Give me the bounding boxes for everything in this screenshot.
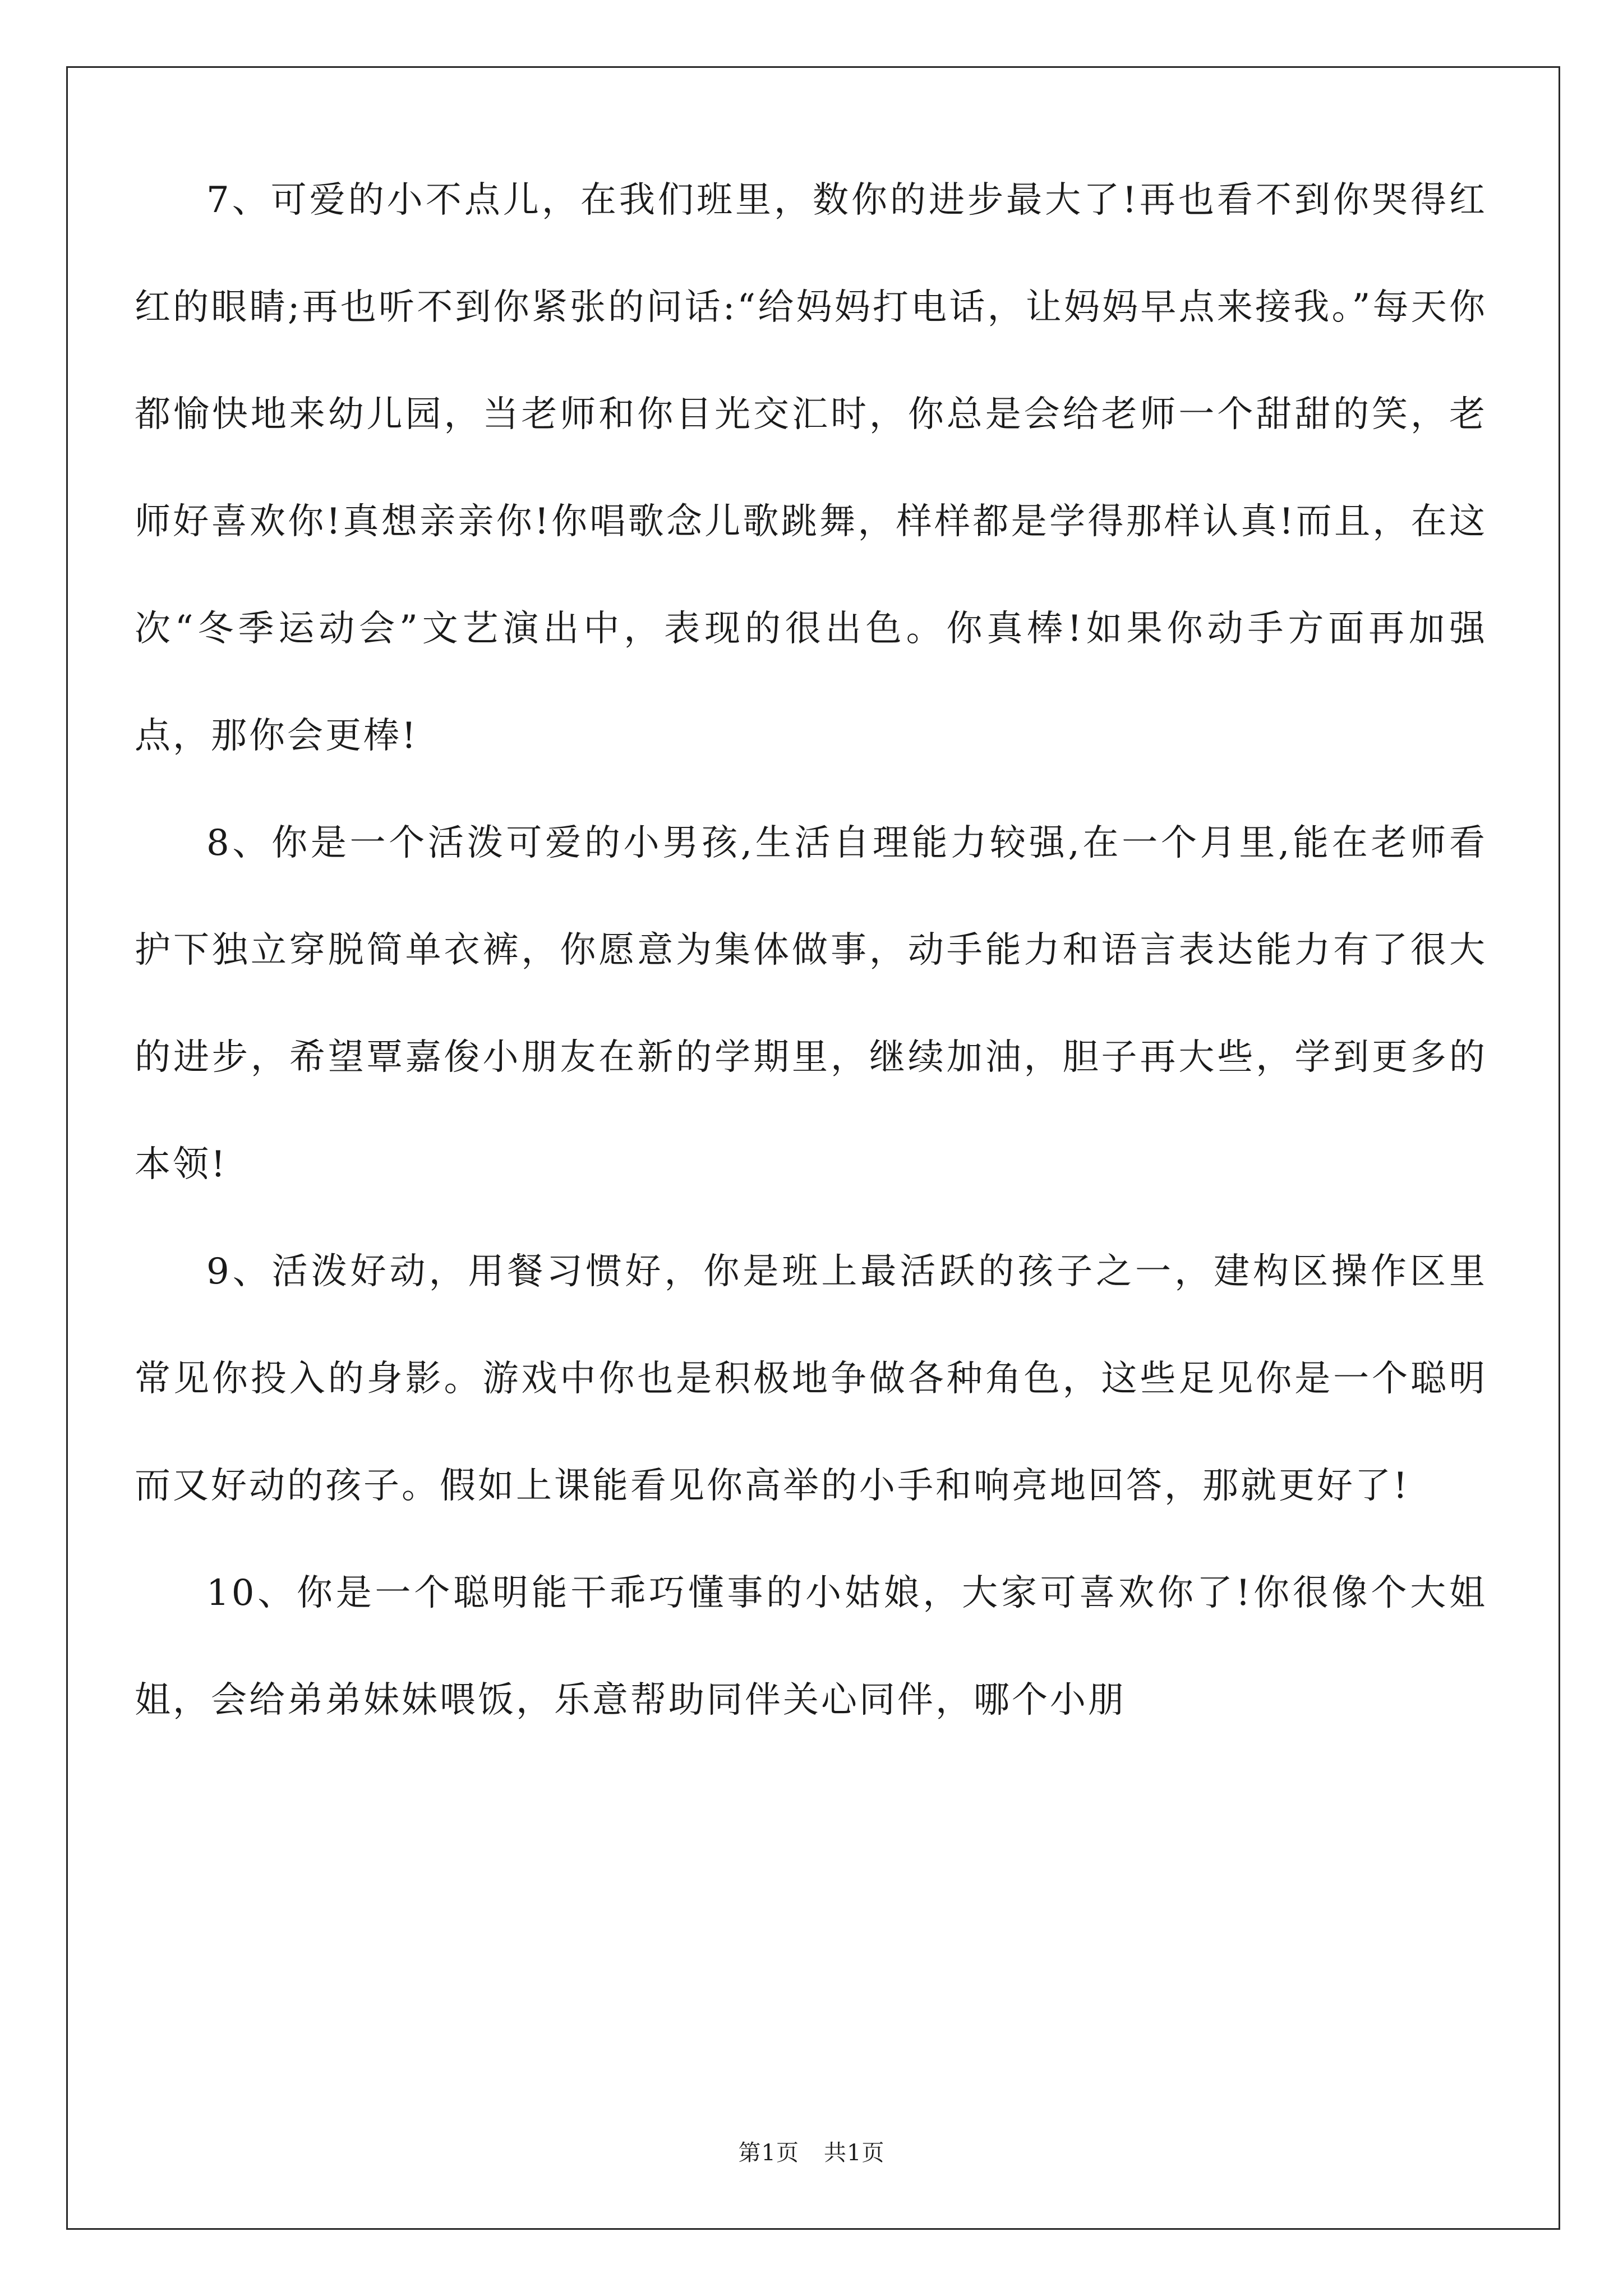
paragraph-7: 7、可爱的小不点儿，在我们班里，数你的进步最大了!再也看不到你哭得红红的眼睛;再也听不到你紧张的问话:“给妈妈打电话，让妈妈早点来接我。”每天你都愉快地来幼儿园，当老师和你目光交汇时，你总是会给老师一个甜甜的笑，老师好喜欢你!真想亲亲你!你唱歌念儿歌跳舞，样样都是学得那样认真!而且，在这次“冬季运动会”文艺演出中，表现的很出色。你真棒!如果你动手方面再加强点，那你会更棒! [135,180,1487,757]
page-total: 共1页 [824,2140,885,2166]
paragraph-9: 9、活泼好动，用餐习惯好，你是班上最活跃的孩子之一，建构区操作区里常见你投入的身影。游戏中你也是积极地争做各种角色，这些足见你是一个聪明而又好动的孩子。假如上课能看见你高举的小手和响亮地回答，那就更好了! [135,1251,1487,1507]
page-footer [0,2135,1623,2167]
paragraph-10: 10、你是一个聪明能干乖巧懂事的小姑娘，大家可喜欢你了!你很像个大姐姐，会给弟弟妹妹喂饭，乐意帮助同伴关心同伴，哪个小朋 [135,1572,1487,1721]
page-number: 第1页 [738,2140,799,2166]
paragraph-8: 8、你是一个活泼可爱的小男孩,生活自理能力较强,在一个月里,能在老师看护下独立穿脱简单衣裤，你愿意为集体做事，动手能力和语言表达能力有了很大的进步，希望覃嘉俊小朋友在新的学期里，继续加油，胆子再大些，学到更多的本领! [135,822,1487,1185]
document-body [135,147,1487,1754]
